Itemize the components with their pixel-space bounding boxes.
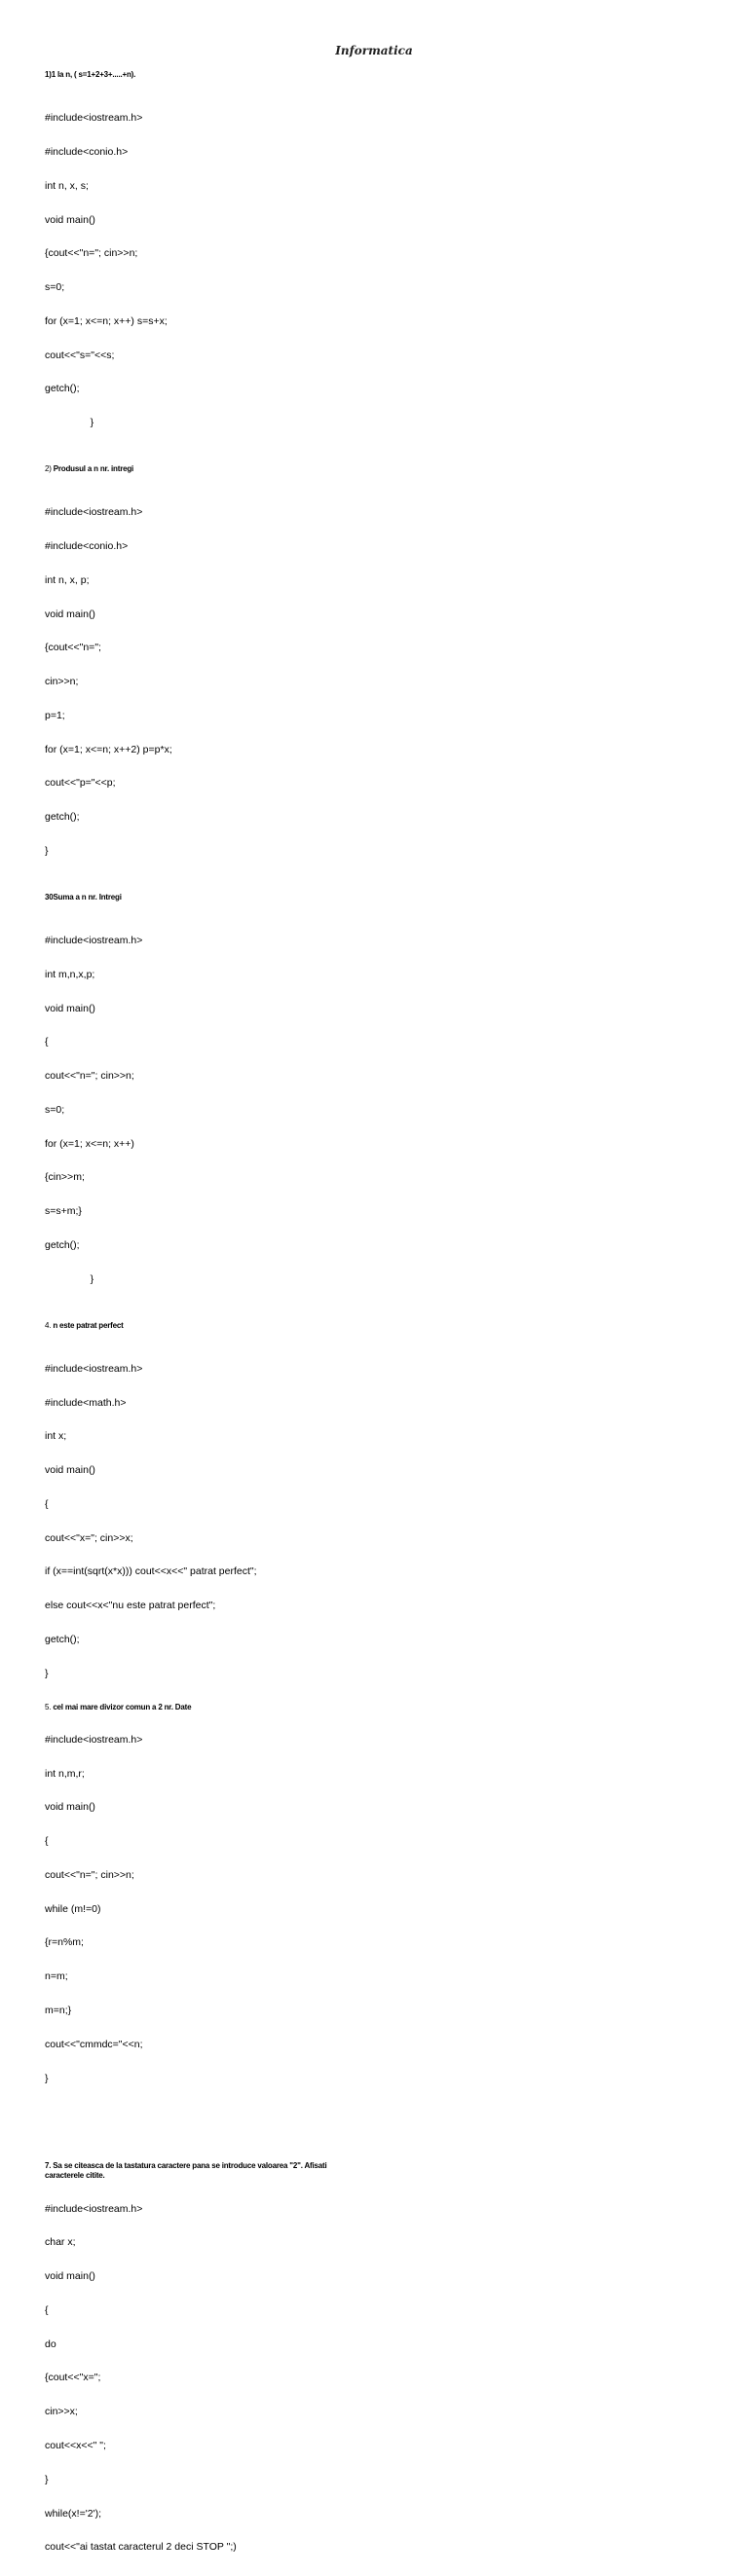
- code-line: char x;: [45, 2236, 76, 2249]
- code-line: }: [45, 2473, 49, 2485]
- code-line: getch();: [45, 811, 80, 824]
- code-line: #include<iostream.h>: [45, 1733, 143, 1746]
- code-line: void main(): [45, 1002, 95, 1014]
- code-line: {cout<<"n="; cin>>n;: [45, 247, 138, 260]
- code-line: while (m!=0): [45, 1902, 101, 1915]
- code-line: for (x=1; x<=n; x++): [45, 1137, 134, 1150]
- section-heading: [45, 464, 707, 474]
- code-line: {cout<<"n=";: [45, 642, 101, 654]
- code-line: void main(): [45, 213, 95, 226]
- section-3: [45, 893, 707, 1308]
- section-heading: 1)1 la n, ( s=1+2+3+.....+n).: [45, 70, 136, 79]
- code-line: cout<<"p="<<p;: [45, 777, 116, 790]
- code-line: {: [45, 1036, 49, 1049]
- code-line: getch();: [45, 1239, 80, 1251]
- section-number: 4.: [45, 1320, 52, 1330]
- code-line: int m,n,x,p;: [45, 968, 95, 980]
- code-line: while(x!='2');: [45, 2507, 101, 2520]
- code-line: cout<<"x="; cin>>x;: [45, 1531, 133, 1544]
- code-line: {r=n%m;: [45, 1936, 84, 1949]
- code-line: for (x=1; x<=n; x++2) p=p*x;: [45, 743, 172, 755]
- code-line: cout<<"n="; cin>>n;: [45, 1868, 134, 1881]
- code-line: {cin>>m;: [45, 1171, 85, 1184]
- section-7: [45, 2161, 707, 2576]
- code-line: else cout<<x<"nu este patrat perfect";: [45, 1600, 216, 1612]
- code-line: {: [45, 1835, 49, 1848]
- code-block: [45, 1712, 707, 2108]
- code-line: n=m;: [45, 1970, 68, 1983]
- code-line: cout<<"n="; cin>>n;: [45, 1070, 134, 1083]
- code-line: p=1;: [45, 709, 65, 721]
- section-heading-text: cel mai mare divizor comun a 2 nr. Date: [53, 1702, 192, 1711]
- code-line: }: [45, 1272, 94, 1285]
- section-2: [45, 464, 707, 880]
- code-line: {: [45, 2303, 49, 2316]
- section-heading: 7. Sa se citeasca de la tastatura caractere pana se introduce valoarea "2". Afisati caracterele citite.: [45, 2161, 327, 2181]
- code-line: cin>>n;: [45, 676, 79, 688]
- section-heading: 30Suma a n nr. Intregi: [45, 892, 122, 902]
- code-line: #include<iostream.h>: [45, 1362, 143, 1375]
- code-line: s=0;: [45, 281, 65, 294]
- section-heading-text: n este patrat perfect: [53, 1320, 124, 1330]
- code-line: cout<<"cmmdc="<<n;: [45, 2038, 143, 2050]
- code-line: void main(): [45, 1464, 95, 1477]
- document-body: [45, 70, 707, 2576]
- section-number: 5.: [45, 1702, 52, 1711]
- code-line: }: [45, 845, 49, 857]
- code-line: #include<iostream.h>: [45, 2202, 143, 2215]
- code-line: int n,m,r;: [45, 1767, 85, 1780]
- code-line: void main(): [45, 607, 95, 620]
- section-4: [45, 1321, 707, 1703]
- code-line: }: [45, 2072, 49, 2084]
- code-line: getch();: [45, 1634, 80, 1645]
- code-line: cout<<"s="<<s;: [45, 349, 115, 361]
- code-line: int n, x, p;: [45, 573, 90, 586]
- code-line: m=n;}: [45, 2005, 72, 2016]
- code-line: s=s+m;}: [45, 1205, 82, 1218]
- code-line: s=0;: [45, 1103, 65, 1116]
- code-line: void main(): [45, 2270, 95, 2283]
- code-line: #include<iostream.h>: [45, 506, 143, 519]
- code-line: {cout<<"x=";: [45, 2372, 101, 2384]
- code-block: [45, 913, 707, 1308]
- code-line: {: [45, 1497, 49, 1510]
- code-line: int x;: [45, 1430, 67, 1443]
- section-5: [45, 1703, 707, 2108]
- code-line: #include<conio.h>: [45, 539, 129, 552]
- code-line: for (x=1; x<=n; x++) s=s+x;: [45, 314, 168, 327]
- code-line: do: [45, 2337, 56, 2350]
- code-block: [45, 2181, 707, 2576]
- code-line: cout<<x<<" ";: [45, 2440, 106, 2451]
- code-line: #include<conio.h>: [45, 145, 129, 158]
- code-line: void main(): [45, 1801, 95, 1814]
- code-line: }: [45, 417, 94, 429]
- code-line: #include<iostream.h>: [45, 934, 143, 946]
- code-line: }: [45, 1667, 49, 1679]
- page-title: Informatica: [335, 44, 413, 57]
- code-line: getch();: [45, 383, 80, 395]
- code-line: int n, x, s;: [45, 179, 89, 192]
- code-line: cin>>x;: [45, 2406, 78, 2418]
- code-line: if (x==int(sqrt(x*x))) cout<<x<<" patrat perfect";: [45, 1565, 257, 1578]
- section-1: [45, 70, 707, 452]
- code-line: #include<math.h>: [45, 1396, 127, 1409]
- section-heading: [45, 1321, 707, 1331]
- section-heading-text: Produsul a n nr. intregi: [53, 464, 134, 473]
- section-heading: [45, 1703, 707, 1712]
- code-block: [45, 1342, 707, 1703]
- code-line: #include<iostream.h>: [45, 112, 143, 125]
- code-line: cout<<"ai tastat caracterul 2 deci STOP ";): [45, 2541, 237, 2554]
- code-block: [45, 485, 707, 880]
- section-number: 2): [45, 464, 52, 473]
- code-block: [45, 91, 707, 452]
